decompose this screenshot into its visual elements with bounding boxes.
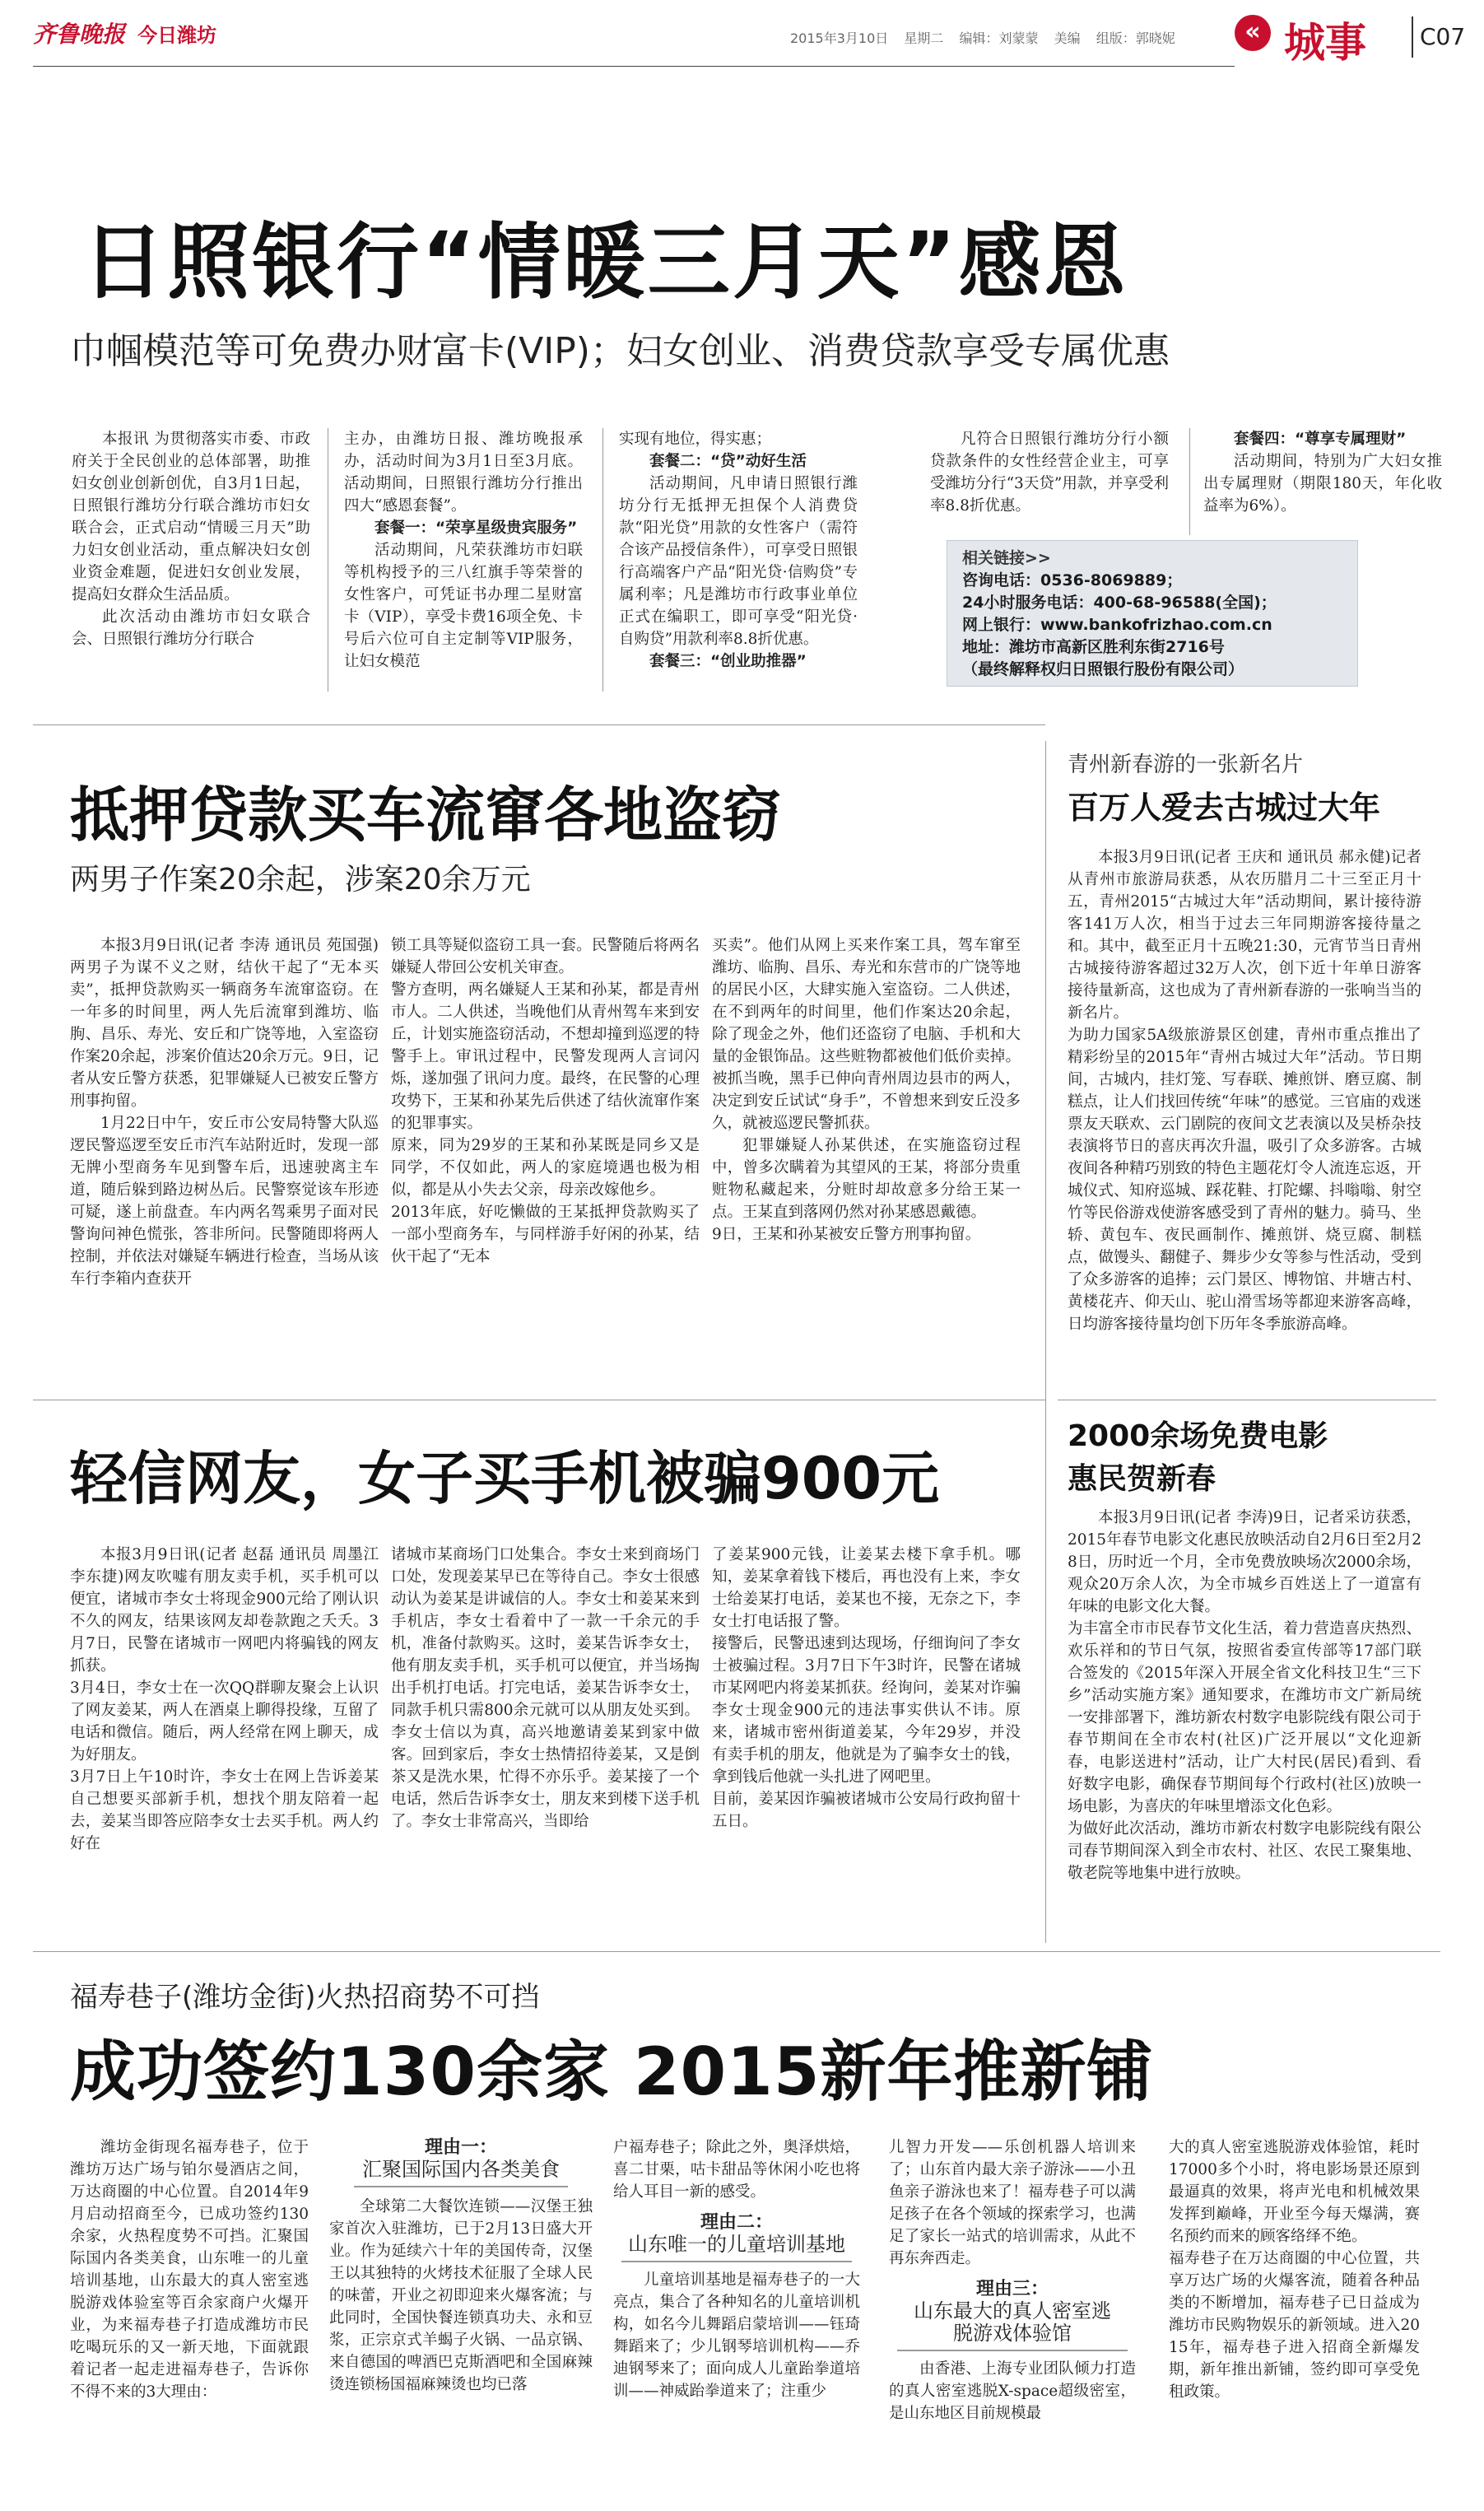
reason3-block xyxy=(889,2278,1136,2351)
article6-col1-text: 潍坊金街现名福寿巷子，位于潍坊万达广场与铂尔曼酒店之间，万达商圈的中心位置。自2014年9月启动招商至今，已成功签约130余家，火热程度势不可挡。汇聚国际国内各类美食，山东唯一的儿童培训基地，山东最大的真人密室逃脱游戏体验室等百余家商户火爆开业，为来福寿巷子打造成潍坊市民吃喝玩乐的又一新天地，下面就跟着记者一起走进福寿巷子，告诉你不得不来的3大理由： xyxy=(70,2139,309,2401)
reason1-heading: 汇聚国际国内各类美食 xyxy=(362,2158,560,2181)
article1-subtitle: 巾帼模范等可免费办财富卡(VIP)；妇女创业、消费贷款享受专属优惠 xyxy=(70,330,1170,372)
section-column-name: 城事 xyxy=(1284,19,1366,67)
article4-col3 xyxy=(712,1544,1021,1922)
header-date: 2015年3月10日 xyxy=(790,30,889,46)
reason2-block xyxy=(613,2211,860,2262)
article6-col4-text2: 由香港、上海专业团队倾力打造的真人密室逃脱X-space超级密室，是山东地区目前规模最 xyxy=(889,2360,1136,2422)
header-editor: 编辑：刘蒙蒙 xyxy=(959,30,1039,46)
section-chevron-icon: « xyxy=(1235,15,1271,51)
article5-body-text: 本报3月9日讯(记者 李涛)9日，记者采访获悉，2015年春节电影文化惠民放映活动自2月6日至2月28日，历时近一个月，全市免费放映场次2000余场，观众20万余人次，为全市城乡百姓送上了一道富有年味的电影文化大餐。 为丰富全市市民春节文化生活，着力营造喜庆热烈、欢乐祥和的节日气氛，按照省委宣传部等17部门联合签发的《2015年深入开展全省文化科技卫生“三下乡”活动实施方案》通知要求，在潍坊市文广新局统一安排部署下，潍坊新农村数字电影院线有限公司于春节期间在全市农村(社区)广泛开展以“文化迎新春，电影送进村”活动，让广大村民(居民)看到、看好数字电影，确保春节期间每个行政村(社区)放映一场电影，为喜庆的年味里增添文化色彩。 为做好此次活动，潍坊市新农村数字电影院线有限公司春节期间深入到全市农村、社区、农民工聚集地、敬老院等地集中进行放映。 xyxy=(1068,1509,1421,1882)
article3-title: 百万人爱去古城过大年 xyxy=(1068,790,1381,826)
article6-col4 xyxy=(889,2136,1136,2482)
article4-col2-text: 诸城市某商场门口处集合。李女士来到商场门口处，发现姜某早已在等待自己。李女士很感动认为姜某是讲诚信的人。李女士和姜某来到手机店，李女士看着中了一款一千余元的手机，准备付款购买。这时，姜某告诉李女士，他有朋友卖手机，买手机可以便宜，并当场掏出手机打电话。打完电话，姜某告诉李女士，同款手机只需800余元就可以从朋友处买到。李女士信以为真，高兴地邀请姜某到家中做客。回到家后，李女士热情招待姜某，又是倒茶又是洗水果，忙得不亦乐乎。姜某接了一个电话，然后告诉李女士，朋友来到楼下送手机了。李女士非常高兴，当即给 xyxy=(391,1546,700,1830)
masthead-name: 齐鲁晚报 xyxy=(33,21,126,48)
article6-col3 xyxy=(613,2136,860,2482)
article2-col1-para2: 1月22日中午，安丘市公安局特警大队巡逻民警巡逻至安丘市汽车站附近时，发现一部无牌小型商务车见到警车后，迅速驶离主车道，随后躲到路边树丛后。民警察觉该车形迹可疑，遂上前盘查。车内两名驾乘男子面对民警询问神色慌张，答非所问。民警随即将两人控制，并依法对嫌疑车辆进行检查，当场从该车行李箱内查获开 xyxy=(70,1115,379,1288)
article3-body-text: 本报3月9日讯(记者 王庆和 通讯员 郝永健)记者从青州市旅游局获悉，从农历腊月二十三至正月十五，青州2015“古城过大年”活动期间，累计接待游客141万人次，相当于过去三年同期游客接待量之和。其中，截至正月十五晚21:30，元宵节当日青州古城接待游客超过32万人次，创下近十年单日游客接待量新高，这也成为了青州新春游的一张响当当的新名片。 为助力国家5A级旅游景区创建，青州市重点推出了精彩纷呈的2015年“青州古城过大年”活动。节日期间，古城内，挂灯笼、写春联、摊煎饼、磨豆腐、制糕点，让人们找回传统“年味”的感觉。三官庙的戏迷票友天联欢、云门剧院的夜间文艺表演以及吴桥杂技表演将节日的喜庆再次升温，吸引了众多游客。古城夜间各种精巧别致的特色主题花灯令人流连忘返，开城仪式、知府巡城、踩花鞋、打陀螺、抖嗡嗡、射空竹等民俗游戏使游客感受到了青州的魅力。骑马、坐轿、黄包车、夜民画制作、摊煎饼、烧豆腐、制糕点，做馒头、翻健子、舞步少女等参与性活动，受到了众多游客的追捧；云门景区、博物馆、井塘古村、黄楼花卉、仰天山、驼山滑雪场等都迎来游客高峰，日均游客接待量均创下历年冬季旅游高峰。 xyxy=(1068,849,1421,1333)
article6-col5-text: 大的真人密室逃脱游戏体验馆，耗时17000多个小时，将电影场景还原到最逼真的效果，将声光电和机械效果发挥到巅峰，开业至今每天爆满，赛名预约而来的顾客络绎不绝。 福寿巷子在万达商圈的中心位置，共享万达广场的火爆客流，随着各种品类的不断增加，福寿巷子已日益成为潍坊市民购物娱乐的新领域。进入2015年，福寿巷子进入招商全新爆发期，新年推出新铺，签约即可享受免租政策。 xyxy=(1169,2139,1420,2401)
article6-col5 xyxy=(1169,2136,1420,2482)
article2-col1-para1: 本报3月9日讯(记者 李涛 通讯员 苑国强)两男子为谋不义之财，结伙干起了“无本买卖”，抵押贷款购买一辆商务车流窜盗窃。在一年多的时间里，两人先后流窜到潍坊、临朐、昌乐、寿光、安丘和广饶等地，入室盗窃作案20余起，涉案价值达20余万元。9日，记者从安丘警方获悉，犯罪嫌疑人已被安丘警方刑事拘留。 xyxy=(70,937,379,1110)
article1-col1-para1: 本报讯 为贯彻落实市委、市政府关于全民创业的总体部署，助推妇女创业创新创优，自3月1日起，日照银行潍坊分行联合潍坊市妇女联合会，正式启动“情暖三月天”助力妇女创业活动，重点解决妇女创业资金难题，促进妇女创业发展，提高妇女群众生活品质。 xyxy=(72,431,310,603)
article1-package4-heading: 套餐四：“尊享专属理财” xyxy=(1234,431,1407,448)
article1-title: 日照银行“情暖三月天”感恩 xyxy=(82,214,1128,310)
article1-col4 xyxy=(930,428,1169,527)
article1-contact-box xyxy=(947,540,1358,687)
article1-col5 xyxy=(1203,428,1442,527)
header-meta xyxy=(790,28,1175,47)
article2-col3-para2: 犯罪嫌疑人孙某供述，在实施盗窃过程中，曾多次瞒着为其望风的王某，将部分贵重赃物私藏起来，分赃时却故意多分给王某一点。王某直到落网仍然对孙某感恩戴德。 9日，王某和孙某被安丘警方刑事拘留。 xyxy=(712,1137,1021,1243)
masthead-logo xyxy=(33,16,216,49)
header-weekday: 星期二 xyxy=(904,30,944,46)
article4-col3-text: 了姜某900元钱，让姜某去楼下拿手机。哪知，姜某拿着钱下楼后，再也没有上来，李女士给姜某打电话，姜某也不接，无奈之下，李女士打电话报了警。 接警后，民警迅速到达现场，仔细询问了李女士被骗过程。3月7日下午3时许，民警在诸城市某网吧内将姜某抓获。经询问，姜某对诈骗李女士现金900元的违法事实供认不讳。原来，诸城市密州街道姜某，今年29岁，并没有卖手机的朋友，他就是为了骗李女士的钱，拿到钱后他就一头扎进了网吧里。 目前，姜某因诈骗被诸城市公安局行政拘留十五日。 xyxy=(712,1546,1021,1830)
article4-col1-text: 本报3月9日讯(记者 赵磊 通讯员 周墨江 李东捷)网友吹嘘有朋友卖手机，买手机可以便宜，诸城市李女士将现金900元给了刚认识不久的网友，结果该网友却卷款跑之夭夭。3月7日，民警在诸城市一网吧内将骗钱的网友抓获。 3月4日，李女士在一次QQ群聊友聚会上认识了网友姜某，两人在酒桌上聊得投缘，互留了电话和微信。随后，两人经常在网上聊天，成为好朋友。 3月7日上午10时许，李女士在网上告诉姜某自己想要买部新手机，想找个朋友陪着一起去，姜某当即答应陪李女士去买手机。两人约好在 xyxy=(70,1546,379,1852)
article1-package2-heading: 套餐二：“贷”动好生活 xyxy=(649,453,807,470)
article1-col2-para1: 主办，由潍坊日报、潍坊晚报承办，活动时间为3月1日至3月底。活动期间，日照银行潍坊分行推出四大“感恩套餐”。 xyxy=(344,431,583,515)
right-column-divider xyxy=(1045,741,1046,1943)
article1-col2-para2: 活动期间，凡荣获潍坊市妇联等机构授予的三八红旗手等荣誉的女性客户，可凭证书办理二星财富卡（VIP），享受卡费16项全免、卡号后六位可自主定制等VIP服务，让妇女模范 xyxy=(344,542,583,670)
article1-col1 xyxy=(72,428,310,692)
reason3-label: 理由三： xyxy=(975,2279,1049,2299)
article5-body xyxy=(1068,1507,1421,1926)
reason2-heading: 山东唯一的儿童培训基地 xyxy=(628,2233,845,2256)
article6-col3-text1: 户福寿巷子；除此之外，奥泽烘焙，喜二甘栗，咕卡甜品等休闲小吃也将给人耳目一新的感受。 xyxy=(613,2139,860,2201)
article6-col2-text: 全球第二大餐饮连锁——汉堡王独家首次入驻潍坊，已于2月13日盛大开业。作为延续六十年的美国传奇，汉堡王以其独特的火烤技术征服了全球人民的味蕾，开业之初即迎来火爆客流；与此同时，全国快餐连锁真功夫、永和豆浆，正宗京式羊蝎子火锅、一品京锅、来自德国的啤酒巴克斯酒吧和全国麻辣烫连锁杨国福麻辣烫也均已落 xyxy=(329,2198,593,2393)
reason1-block xyxy=(329,2136,593,2187)
article1-col3-para1: 实现有地位，得实惠； xyxy=(619,431,772,448)
article3-body xyxy=(1068,846,1421,1398)
article6-kicker: 福寿巷子(潍坊金街)火热招商势不可挡 xyxy=(70,1981,540,2014)
a1-divider-3 xyxy=(1189,428,1190,535)
article6-col1 xyxy=(70,2136,309,2482)
article1-col5-para: 活动期间，特别为广大妇女推出专属理财（期限180天，年化收益率为6%）。 xyxy=(1203,453,1442,515)
a1-divider-2 xyxy=(602,428,603,692)
article1-package1-heading: 套餐一：“荣享星级贵宾服务” xyxy=(374,519,578,537)
article2-col2 xyxy=(391,934,700,1395)
a4-bottom-rule xyxy=(33,1951,1440,1952)
page-number: C07 xyxy=(1420,23,1466,50)
reason2-label: 理由二： xyxy=(700,2212,773,2233)
article1-col3-para2: 活动期间，凡申请日照银行潍坊分行无抵押无担保个人消费贷款“阳光贷”用款的女性客户（需符合该产品授信条件），可享受日照银行高端客户产品“阳光贷·信购贷”专属利率；凡是潍坊市行政事业单位正式在编职工，即可享受“阳光贷·自购贷”用款利率8.8折优惠。 xyxy=(619,475,858,648)
reason1-underline xyxy=(354,2186,568,2187)
contact-address: 地址：潍坊市高新区胜利东街2716号 xyxy=(962,638,1225,656)
article4-col2 xyxy=(391,1544,700,1922)
article2-title: 抵押贷款买车流窜各地盗窃 xyxy=(70,780,782,850)
contact-note: （最终解释权归日照银行股份有限公司） xyxy=(962,660,1244,678)
header-divider-v xyxy=(1412,16,1413,58)
reason1-label: 理由一： xyxy=(424,2137,497,2158)
contact-title: 相关链接>> xyxy=(962,549,1051,567)
article6-col2 xyxy=(329,2136,593,2482)
article2-subtitle: 两男子作案20余起，涉案20余万元 xyxy=(70,863,531,897)
article1-package3-heading: 套餐三：“创业助推器” xyxy=(649,653,807,670)
article1-col1-para2: 此次活动由潍坊市妇女联合会、日照银行潍坊分行联合 xyxy=(72,608,310,648)
article6-col3-text2: 儿童培训基地是福寿巷子的一大亮点，集合了各种知名的儿童培训机构，如名今儿舞蹈启蒙培训——钰琦舞蹈来了；少儿钢琴培训机构——乔迪钢琴来了；面向成人儿童跆拳道培训——神威跆拳道来了；注重少 xyxy=(613,2271,860,2400)
article6-col4-text1: 儿智力开发——乐创机器人培训来了；山东首内最大亲子游泳——小丑鱼亲子游泳也来了！福寿巷子可以满足孩子在各个领域的探索学习，也满足了家长一站式的培训需求，从此不再东奔西走。 xyxy=(889,2139,1136,2267)
reason3-underline xyxy=(897,2350,1128,2351)
contact-phone: 咨询电话：0536-8069889； xyxy=(962,571,1183,589)
article2-col2-text: 锁工具等疑似盗窃工具一套。民警随后将两名嫌疑人带回公安机关审查。 警方查明，两名嫌疑人王某和孙某，都是青州市人。二人供述，当晚他们从青州驾车来到安丘，计划实施盗窃活动，不想却撞到巡逻的特警手上。审讯过程中，民警发现两人言词闪烁，遂加强了讯问力度。最终，在民警的心理攻势下，王某和孙某先后供述了结伙流窜作案的犯罪事实。 原来，同为29岁的王某和孙某既是同乡又是同学，不仅如此，两人的家庭境遇也极为相似，都是从小失去父亲，母亲改嫁他乡。 2013年底，好吃懒做的王某抵押贷款购买了一部小型商务车，与同样游手好闲的孙某，结伙干起了“无本 xyxy=(391,937,700,1265)
header-rule xyxy=(33,66,1235,67)
article4-title: 轻信网友，女子买手机被骗900元 xyxy=(70,1445,940,1512)
article1-col3 xyxy=(619,428,858,692)
article5-title2: 惠民贺新春 xyxy=(1068,1462,1217,1496)
article3-kicker: 青州新春游的一张新名片 xyxy=(1068,752,1304,777)
reason2-underline xyxy=(621,2261,852,2262)
contact-web: 网上银行：www.bankofrizhao.com.cn xyxy=(962,616,1272,634)
article2-col1 xyxy=(70,934,379,1395)
article4-col1 xyxy=(70,1544,379,1922)
article2-col3 xyxy=(712,934,1021,1395)
contact-hotline: 24小时服务电话：400-68-96588(全国)； xyxy=(962,594,1277,612)
header-typesetter: 组版：郭晓妮 xyxy=(1096,30,1175,46)
article6-title: 成功签约130余家 2015新年推新铺 xyxy=(70,2033,1154,2110)
masthead-section: 今日潍坊 xyxy=(137,24,217,47)
article2-col3-para1: 买卖”。他们从网上买来作案工具，驾车窜至潍坊、临朐、昌乐、寿光和东营市的广饶等地的居民小区，大肆实施入室盗窃。二人供述，在不到两年的时间里，他们作案达20余起，除了现金之外，他们还盗窃了电脑、手机和大量的金银饰品。这些赃物都被他们低价卖掉。被抓当晚，黑手已伸向青州周边县市的两人，决定到安丘试试“身手”，不曾想来到安丘没多久，就被巡逻民警抓获。 xyxy=(712,937,1021,1132)
a1-bottom-rule xyxy=(33,724,1045,725)
article1-col4-para: 凡符合日照银行潍坊分行小额贷款条件的女性经营企业主，可享受潍坊分行“3天贷”用款，并享受利率8.8折优惠。 xyxy=(930,431,1169,515)
article1-col2 xyxy=(344,428,583,692)
header-designer: 美编 xyxy=(1054,30,1081,46)
reason3-heading: 山东最大的真人密室逃脱游戏体验馆 xyxy=(914,2299,1111,2345)
article5-title: 2000余场免费电影 xyxy=(1068,1419,1328,1453)
